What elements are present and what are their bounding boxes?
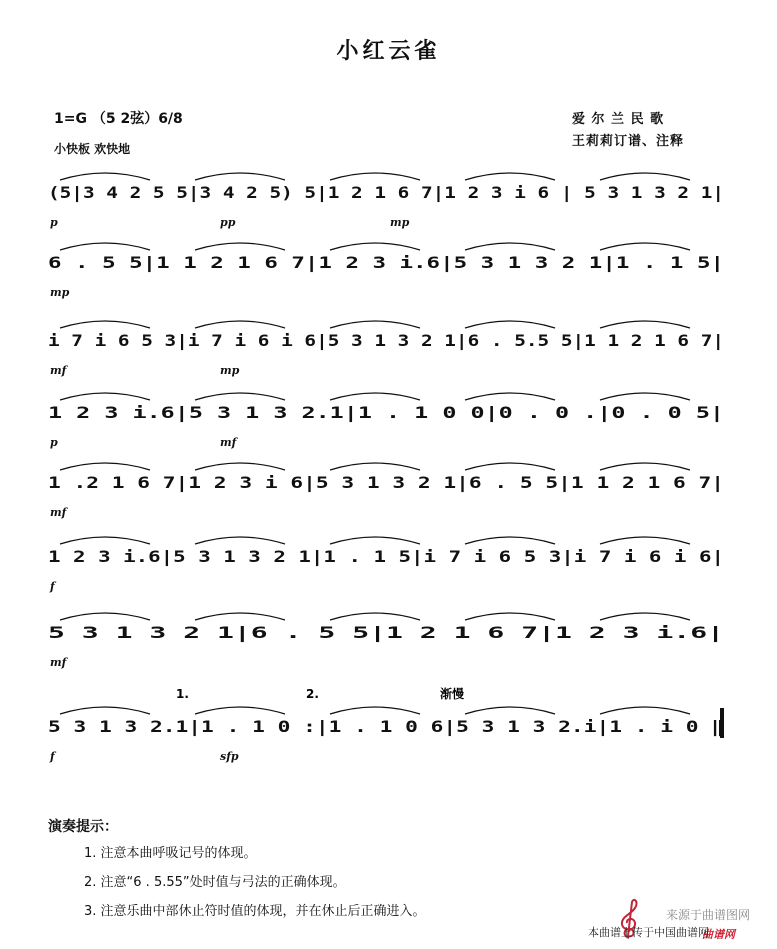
score-row: (5|3 4 2 5 5|3 4 2 5) 5|1 2 1 6 7|1 2 3 i 6 | 5 3 1 3 2 1| <box>48 183 607 202</box>
slur-mark <box>465 173 555 180</box>
source-label: 爱 尔 兰 民 歌 <box>572 112 665 127</box>
slur-mark <box>60 537 150 544</box>
slur-mark <box>465 613 555 620</box>
slur-mark <box>60 393 150 400</box>
slur-mark <box>600 243 690 250</box>
dynamic-mark: mp <box>390 216 410 229</box>
tip-item: 3. 注意乐曲中部休止符时值的体现，并在休止后正确进入。 <box>84 904 426 919</box>
slur-mark <box>195 537 285 544</box>
slur-mark <box>600 463 690 470</box>
slur-mark <box>330 321 420 328</box>
dynamic-mark: pp <box>220 216 236 229</box>
slur-mark <box>600 707 690 714</box>
dynamic-mark: mf <box>50 506 67 519</box>
slur-mark <box>465 243 555 250</box>
score <box>0 150 777 790</box>
slur-mark <box>330 707 420 714</box>
slur-mark <box>195 393 285 400</box>
key-signature: 1=G （5 2弦）6/8 <box>54 111 183 127</box>
slur-mark <box>195 463 285 470</box>
slur-mark <box>60 463 150 470</box>
dynamic-mark: mf <box>220 436 237 449</box>
slur-mark <box>330 537 420 544</box>
final-barline <box>720 708 724 738</box>
score-mark: 渐慢 <box>440 687 465 701</box>
score-rows <box>48 173 724 763</box>
dynamic-mark: p <box>50 436 58 449</box>
score-row: 1 2 3 i.6|5 3 1 3 2.1|1 . 1 0 0|0 . 0 .|0 . 0 5| <box>48 403 511 422</box>
slur-mark <box>195 707 285 714</box>
score-mark: 2. <box>306 687 319 701</box>
slur-mark <box>330 173 420 180</box>
tips-heading: 演奏提示： <box>48 819 118 835</box>
tip-item: 1. 注意本曲呼吸记号的体现。 <box>84 846 257 861</box>
score-row: 1 .2 1 6 7|1 2 3 i 6|5 3 1 3 2 1|6 . 5 5|1 1 2 1 6 7| <box>48 473 559 492</box>
slur-mark <box>60 243 150 250</box>
score-row: 6 . 5 5|1 1 2 1 6 7|1 2 3 i.6|5 3 1 3 2 1|1 . 1 5| <box>48 253 530 272</box>
tempo-marking: 小快板 欢快地 <box>54 142 131 156</box>
dynamic-mark: p <box>50 216 58 229</box>
footer-text: 本曲谱上传于中国曲谱网 <box>588 926 709 939</box>
slur-mark <box>330 243 420 250</box>
slur-mark <box>330 463 420 470</box>
dynamic-mark: sfp <box>220 750 239 763</box>
slur-mark <box>600 321 690 328</box>
slur-mark <box>195 613 285 620</box>
dynamic-mark: mp <box>50 286 70 299</box>
dynamic-mark: f <box>50 580 55 593</box>
score-row: 1 2 3 i.6|5 3 1 3 2 1|1 . 1 5|i 7 i 6 5 3|i 7 i 6 i 6| <box>48 547 569 566</box>
watermark-brand: 曲谱网 <box>702 928 735 941</box>
slur-mark <box>195 173 285 180</box>
slur-mark <box>600 537 690 544</box>
slur-mark <box>600 173 690 180</box>
watermark: 来源于曲谱图网 <box>666 908 751 922</box>
slur-mark <box>465 321 555 328</box>
slur-mark <box>465 463 555 470</box>
slur-mark <box>465 393 555 400</box>
arranger-label: 王莉莉订谱、注释 <box>572 134 685 149</box>
page-title: 小红云雀 <box>336 39 441 64</box>
dynamic-mark: mf <box>50 364 67 377</box>
slur-mark <box>600 613 690 620</box>
score-row: i 7 i 6 5 3|i 7 i 6 i 6|5 3 1 3 2 1|6 . 5.5 5|1 1 2 1 6 7| <box>48 331 607 350</box>
score-row: 5 3 1 3 2.1|1 . 1 0 :|1 . 1 0 6|5 3 1 3 2.i|1 . i 0 ‖ <box>48 717 559 736</box>
dynamic-mark: mf <box>50 656 67 669</box>
tip-item: 2. 注意“6 . 5.55”处时值与弓法的正确体现。 <box>84 875 346 890</box>
slur-mark <box>195 321 285 328</box>
dynamic-mark: mp <box>220 364 240 377</box>
slur-mark <box>60 173 150 180</box>
slur-mark <box>60 613 150 620</box>
slur-mark <box>60 707 150 714</box>
slur-mark <box>465 707 555 714</box>
dynamic-mark: f <box>50 750 55 763</box>
slur-mark <box>60 321 150 328</box>
slur-mark <box>330 613 420 620</box>
slur-mark <box>465 537 555 544</box>
slur-mark <box>195 243 285 250</box>
slur-mark <box>330 393 420 400</box>
score-mark: 1. <box>176 687 189 701</box>
slur-mark <box>600 393 690 400</box>
score-row: 5 3 1 3 2 1|6 . 5 5|1 2 1 6 7|1 2 3 i.6| <box>48 623 434 642</box>
